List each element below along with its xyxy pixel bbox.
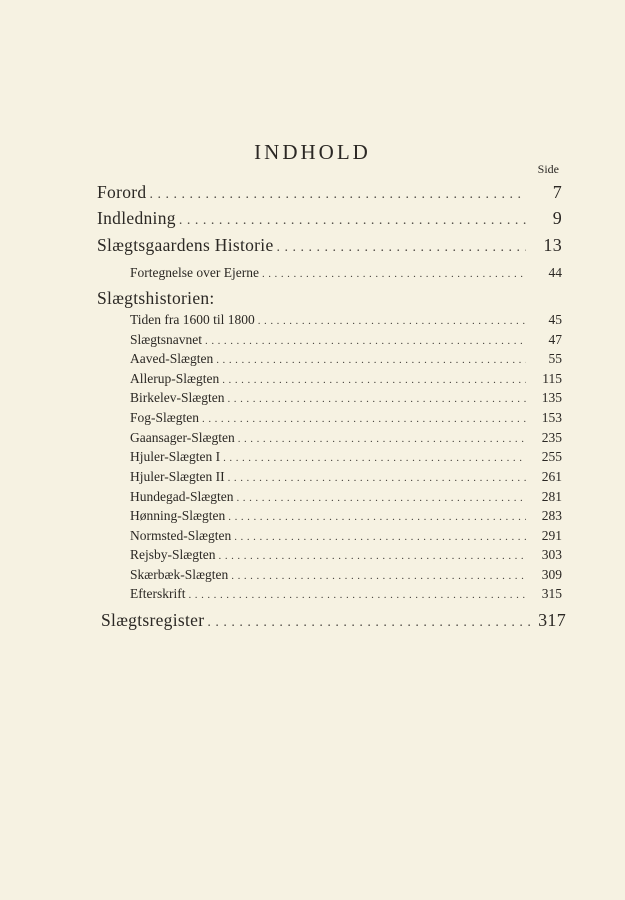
leader-dots [228,511,526,523]
leader-dots [205,335,526,347]
toc-entry-page: 44 [548,265,562,280]
side-column-label: Side [537,162,559,176]
toc-subentry [130,449,562,465]
leader-dots [202,413,526,425]
toc-entry-page: 115 [542,371,562,386]
toc-entry-page: 281 [541,489,562,504]
toc-subentry [130,489,562,505]
toc-entry-page: 317 [538,610,566,630]
leader-dots [234,531,526,543]
toc-entry-page: 309 [541,567,562,582]
toc-entry-page: 47 [548,332,562,347]
toc-subentry [130,410,562,426]
toc-entry-page: 45 [548,312,562,327]
toc-entry-label: Hundegad-Slægten [130,489,234,504]
page-title: INDHOLD [254,140,371,164]
leader-dots [222,374,526,386]
toc-entry-label: Gaansager-Slægten [130,430,235,445]
leader-dots [149,187,526,203]
toc-entry-page: 291 [541,528,562,543]
toc-entry-label: Slægtsgaardens Historie [97,235,274,255]
toc-entry-page: 315 [541,586,562,601]
toc-entry-label: Hjuler-Slægten I [130,449,221,464]
toc-entry-label: Birkelev-Slægten [130,390,225,405]
toc-entry-forord [97,182,562,203]
toc-subentry [130,508,562,524]
leader-dots [238,433,526,445]
toc-entry-label: Allerup-Slægten [130,371,220,386]
toc-subentry-ejerne [130,265,562,281]
section-heading-slaegtshistorien: Slægtshistorien: [97,288,215,308]
toc-entry-indledning [97,208,562,229]
toc-entry-page: 153 [541,410,562,425]
toc-entry-slaegtsgaardens-historie [97,235,562,256]
toc-entry-label: Fog-Slægten [130,410,200,425]
toc-entry-label: Indledning [97,208,176,228]
toc-subentry [130,430,562,446]
toc-entry-page: 303 [541,547,562,562]
leader-dots [228,472,526,484]
toc-entry-label: Hjuler-Slægten II [130,469,225,484]
toc-subentry [130,547,562,563]
leader-dots [219,550,526,562]
leader-dots [188,589,526,601]
leader-dots [258,315,526,327]
toc-entry-page: 261 [541,469,562,484]
toc-subentry [130,567,562,583]
toc-subentry [130,351,562,367]
toc-entry-label: Slægtsnavnet [130,332,203,347]
leader-dots [216,354,526,366]
toc-entry-slaegtsregister [101,610,566,631]
toc-entry-label: Aaved-Slægten [130,351,214,366]
toc-entry-label: Slægtsregister [101,610,205,630]
leader-dots [223,452,526,464]
toc-subentry [130,586,562,602]
toc-subentry [130,390,562,406]
toc-entry-label: Fortegnelse over Ejerne [130,265,259,280]
toc-subentry [130,469,562,485]
toc-entry-page: 7 [552,182,562,202]
toc-entry-label: Skærbæk-Slægten [130,567,229,582]
leader-dots [262,268,526,280]
toc-entry-label: Forord [97,182,147,202]
toc-entry-page: 283 [541,508,562,523]
toc-subentry [130,528,562,544]
toc-entry-page: 255 [541,449,562,464]
leader-dots [207,615,530,631]
toc-subentry [130,312,562,328]
toc-entry-label: Hønning-Slægten [130,508,226,523]
toc-entry-page: 235 [541,430,562,445]
toc-entry-label: Efterskrift [130,586,186,601]
toc-entry-page: 135 [541,390,562,405]
leader-dots [179,213,526,229]
toc-entry-label: Rejsby-Slægten [130,547,216,562]
toc-entry-page: 9 [552,208,562,228]
leader-dots [237,492,527,504]
toc-subentry [130,332,562,348]
toc-entry-page: 55 [548,351,562,366]
toc-entry-page: 13 [543,235,562,255]
leader-dots [228,393,527,405]
toc-entry-label: Normsted-Slægten [130,528,232,543]
leader-dots [231,570,526,582]
toc-entry-label: Tiden fra 1600 til 1800 [130,312,255,327]
toc-subentry [130,371,562,387]
leader-dots [277,240,526,256]
